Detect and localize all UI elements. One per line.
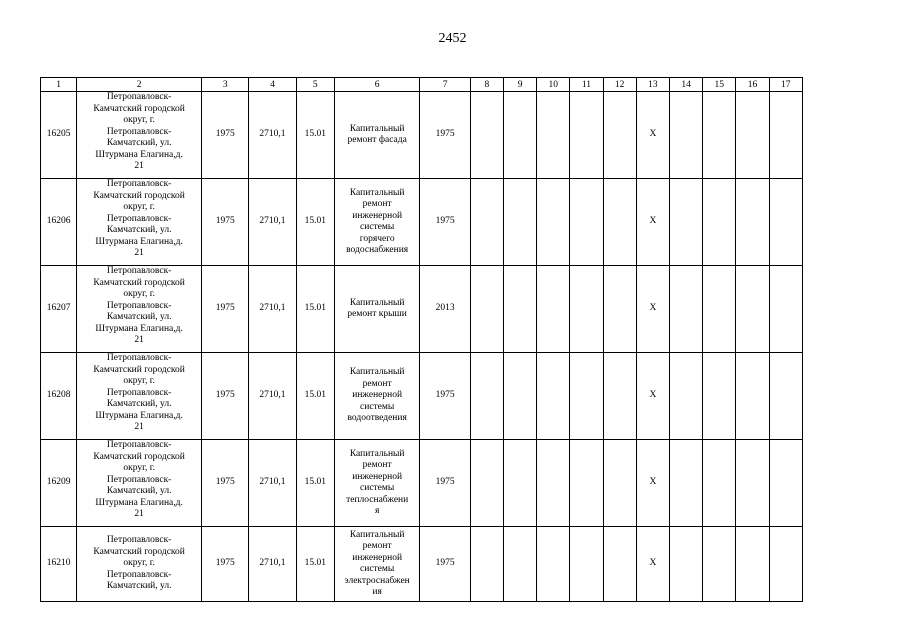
empty-cell xyxy=(570,353,603,440)
empty-cell xyxy=(570,440,603,527)
area-cell: 2710,1 xyxy=(249,527,296,602)
work-text: Капитальный ремонт инженерной системы горячего водоснабжения xyxy=(346,187,409,255)
address-cell xyxy=(77,440,202,527)
empty-cell xyxy=(769,92,802,179)
year2-cell: 1975 xyxy=(420,353,470,440)
address-cell xyxy=(77,353,202,440)
empty-cell xyxy=(570,179,603,266)
empty-cell xyxy=(503,527,536,602)
year-cell: 1975 xyxy=(202,440,249,527)
empty-cell xyxy=(669,353,702,440)
empty-cell xyxy=(603,266,636,353)
work-text: Капитальный ремонт инженерной системы электроснабжен ия xyxy=(344,529,410,597)
year-cell: 1975 xyxy=(202,179,249,266)
address-text: Петропавловск- Камчатский городской округ, г. Петропавловск- Камчатский, ул. Штурмана Елагина,д. 21 xyxy=(93,353,185,432)
address-text: Петропавловск- Камчатский городской округ, г. Петропавловск- Камчатский, ул. Штурмана Елагина,д. 21 xyxy=(93,440,185,519)
empty-cell xyxy=(669,266,702,353)
empty-cell xyxy=(736,179,769,266)
year2-cell: 2013 xyxy=(420,266,470,353)
empty-cell xyxy=(537,440,570,527)
address-text: Петропавловск- Камчатский городской округ, г. Петропавловск- Камчатский, ул. Штурмана Елагина,д. 21 xyxy=(93,179,185,258)
row-id: 16205 xyxy=(41,92,77,179)
mark-cell: Х xyxy=(636,266,669,353)
empty-cell xyxy=(603,353,636,440)
column-header: 7 xyxy=(420,78,470,92)
empty-cell xyxy=(703,440,736,527)
empty-cell xyxy=(470,440,503,527)
empty-cell xyxy=(769,179,802,266)
work-cell xyxy=(334,527,420,602)
mark-cell: Х xyxy=(636,440,669,527)
registry-table xyxy=(40,77,803,602)
empty-cell xyxy=(736,266,769,353)
column-header: 3 xyxy=(202,78,249,92)
row-id: 16207 xyxy=(41,266,77,353)
column-header: 15 xyxy=(703,78,736,92)
address-cell xyxy=(77,92,202,179)
address-cell xyxy=(77,179,202,266)
empty-cell xyxy=(603,440,636,527)
column-header: 1 xyxy=(41,78,77,92)
column-header: 17 xyxy=(769,78,802,92)
column-header: 8 xyxy=(470,78,503,92)
empty-cell xyxy=(703,179,736,266)
empty-cell xyxy=(503,179,536,266)
column-header: 13 xyxy=(636,78,669,92)
address-text: Петропавловск- Камчатский городской округ, г. Петропавловск- Камчатский, ул. Штурмана Елагина,д. 21 xyxy=(93,92,185,171)
mark-cell: Х xyxy=(636,92,669,179)
code-cell: 15.01 xyxy=(296,179,334,266)
year2-cell: 1975 xyxy=(420,92,470,179)
table-row xyxy=(41,92,803,179)
work-cell xyxy=(334,353,420,440)
empty-cell xyxy=(570,266,603,353)
table-row xyxy=(41,527,803,602)
empty-cell xyxy=(769,440,802,527)
code-cell: 15.01 xyxy=(296,353,334,440)
code-cell: 15.01 xyxy=(296,92,334,179)
empty-cell xyxy=(537,353,570,440)
year-cell: 1975 xyxy=(202,527,249,602)
empty-cell xyxy=(503,92,536,179)
area-cell: 2710,1 xyxy=(249,179,296,266)
year2-cell: 1975 xyxy=(420,179,470,266)
column-header: 5 xyxy=(296,78,334,92)
address-text: Петропавловск- Камчатский городской округ, г. Петропавловск- Камчатский, ул. xyxy=(93,535,185,592)
address-text: Петропавловск- Камчатский городской округ, г. Петропавловск- Камчатский, ул. Штурмана Елагина,д. 21 xyxy=(93,266,185,345)
row-id: 16206 xyxy=(41,179,77,266)
empty-cell xyxy=(503,440,536,527)
empty-cell xyxy=(570,92,603,179)
code-cell: 15.01 xyxy=(296,440,334,527)
area-cell: 2710,1 xyxy=(249,92,296,179)
work-text: Капитальный ремонт инженерной системы теплоснабжени я xyxy=(346,448,409,516)
empty-cell xyxy=(503,353,536,440)
empty-cell xyxy=(537,179,570,266)
empty-cell xyxy=(470,92,503,179)
work-cell xyxy=(334,92,420,179)
year-cell: 1975 xyxy=(202,353,249,440)
code-cell: 15.01 xyxy=(296,527,334,602)
mark-cell: Х xyxy=(636,179,669,266)
code-cell: 15.01 xyxy=(296,266,334,353)
column-header: 4 xyxy=(249,78,296,92)
column-header: 14 xyxy=(669,78,702,92)
table-row xyxy=(41,179,803,266)
address-cell xyxy=(77,527,202,602)
year2-cell: 1975 xyxy=(420,440,470,527)
empty-cell xyxy=(669,92,702,179)
column-header: 12 xyxy=(603,78,636,92)
empty-cell xyxy=(769,353,802,440)
empty-cell xyxy=(603,179,636,266)
work-cell xyxy=(334,179,420,266)
mark-cell: Х xyxy=(636,527,669,602)
empty-cell xyxy=(470,179,503,266)
empty-cell xyxy=(703,92,736,179)
column-header: 11 xyxy=(570,78,603,92)
mark-cell: Х xyxy=(636,353,669,440)
empty-cell xyxy=(570,527,603,602)
empty-cell xyxy=(736,353,769,440)
column-header: 6 xyxy=(334,78,420,92)
area-cell: 2710,1 xyxy=(249,440,296,527)
column-header: 2 xyxy=(77,78,202,92)
empty-cell xyxy=(703,353,736,440)
work-text: Капитальный ремонт фасада xyxy=(347,123,407,145)
empty-cell xyxy=(736,92,769,179)
page-number: 2452 xyxy=(438,31,467,46)
table-row xyxy=(41,440,803,527)
year-cell: 1975 xyxy=(202,266,249,353)
empty-cell xyxy=(603,527,636,602)
address-cell xyxy=(77,266,202,353)
empty-cell xyxy=(769,266,802,353)
empty-cell xyxy=(736,527,769,602)
work-cell xyxy=(334,266,420,353)
empty-cell xyxy=(703,527,736,602)
empty-cell xyxy=(503,266,536,353)
row-id: 16209 xyxy=(41,440,77,527)
empty-cell xyxy=(769,527,802,602)
empty-cell xyxy=(470,353,503,440)
year-cell: 1975 xyxy=(202,92,249,179)
empty-cell xyxy=(669,179,702,266)
year2-cell: 1975 xyxy=(420,527,470,602)
empty-cell xyxy=(669,527,702,602)
table-row xyxy=(41,353,803,440)
row-id: 16210 xyxy=(41,527,77,602)
empty-cell xyxy=(736,440,769,527)
header-row xyxy=(41,78,803,92)
table-row xyxy=(41,266,803,353)
area-cell: 2710,1 xyxy=(249,266,296,353)
column-header: 16 xyxy=(736,78,769,92)
work-cell xyxy=(334,440,420,527)
empty-cell xyxy=(703,266,736,353)
empty-cell xyxy=(537,527,570,602)
empty-cell xyxy=(470,527,503,602)
empty-cell xyxy=(537,266,570,353)
empty-cell xyxy=(603,92,636,179)
empty-cell xyxy=(470,266,503,353)
row-id: 16208 xyxy=(41,353,77,440)
work-text: Капитальный ремонт инженерной системы водоотведения xyxy=(347,367,407,424)
column-header: 10 xyxy=(537,78,570,92)
empty-cell xyxy=(537,92,570,179)
work-text: Капитальный ремонт крыши xyxy=(347,297,407,319)
column-header: 9 xyxy=(503,78,536,92)
area-cell: 2710,1 xyxy=(249,353,296,440)
empty-cell xyxy=(669,440,702,527)
